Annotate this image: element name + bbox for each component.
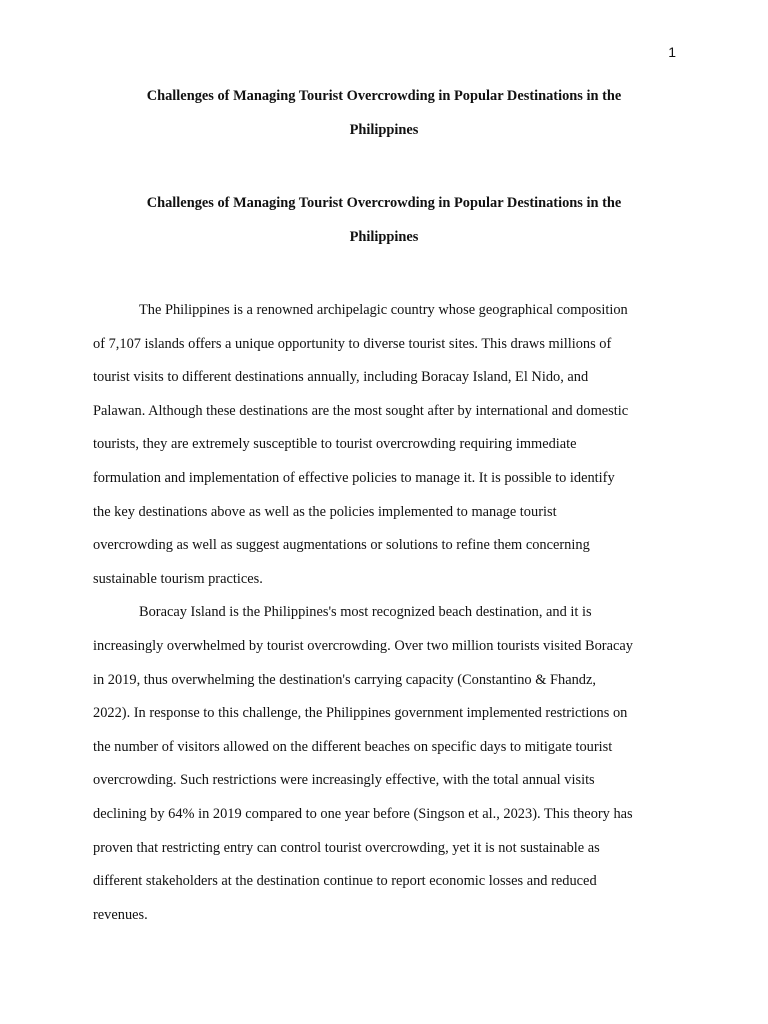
section-heading (93, 187, 675, 254)
text-line: the key destinations above as well as the policies implemented to manage tourist (93, 503, 557, 520)
text-line: 2022). In response to this challenge, the Philippines government implemented restrictions on (93, 705, 628, 722)
text-line: overcrowding as well as suggest augmentations or solutions to refine them concerning (93, 537, 590, 554)
text-line: tourists, they are extremely susceptible to tourist overcrowding requiring immediate (93, 436, 577, 453)
text-line: different stakeholders at the destination continue to report economic losses and reduced (93, 873, 597, 890)
text-line: declining by 64% in 2019 compared to one year before (Singson et al., 2023). This theory has (93, 805, 633, 822)
text-line: proven that restricting entry can control tourist overcrowding, yet it is not sustainable as (93, 839, 600, 856)
text-line: formulation and implementation of effective policies to manage it. It is possible to identify (93, 469, 615, 486)
text-line: of 7,107 islands offers a unique opportunity to diverse tourist sites. This draws millions of (93, 335, 612, 352)
text-line: the number of visitors allowed on the different beaches on specific days to mitigate tourist (93, 738, 613, 755)
heading-line: Philippines (349, 228, 419, 245)
text-line: increasingly overwhelmed by tourist overcrowding. Over two million tourists visited Boracay (93, 637, 633, 654)
text-line: tourist visits to different destinations annually, including Boracay Island, El Nido, and (93, 369, 589, 386)
text-line: Palawan. Although these destinations are the most sought after by international and domestic (93, 402, 629, 419)
title-line: Philippines (349, 121, 419, 138)
text-line: Boracay Island is the Philippines's most recognized beach destination, and it is (139, 604, 592, 621)
title-line: Challenges of Managing Tourist Overcrowding in Popular Destinations in the (146, 88, 622, 104)
text-line: in 2019, thus overwhelming the destination's carrying capacity (Constantino & Fhandz, (93, 671, 596, 688)
heading-line: Challenges of Managing Tourist Overcrowding in Popular Destinations in the (146, 195, 622, 211)
text-line: The Philippines is a renowned archipelagic country whose geographical composition (139, 302, 628, 318)
page-number: 1 (668, 44, 676, 60)
text-line: overcrowding. Such restrictions were increasingly effective, with the total annual visits (93, 772, 595, 789)
paragraph-boracay (93, 596, 677, 932)
paragraph-intro (93, 294, 677, 596)
text-line: revenues. (93, 906, 148, 923)
document-title (93, 80, 675, 147)
body-text (93, 294, 677, 932)
text-line: sustainable tourism practices. (93, 570, 263, 587)
